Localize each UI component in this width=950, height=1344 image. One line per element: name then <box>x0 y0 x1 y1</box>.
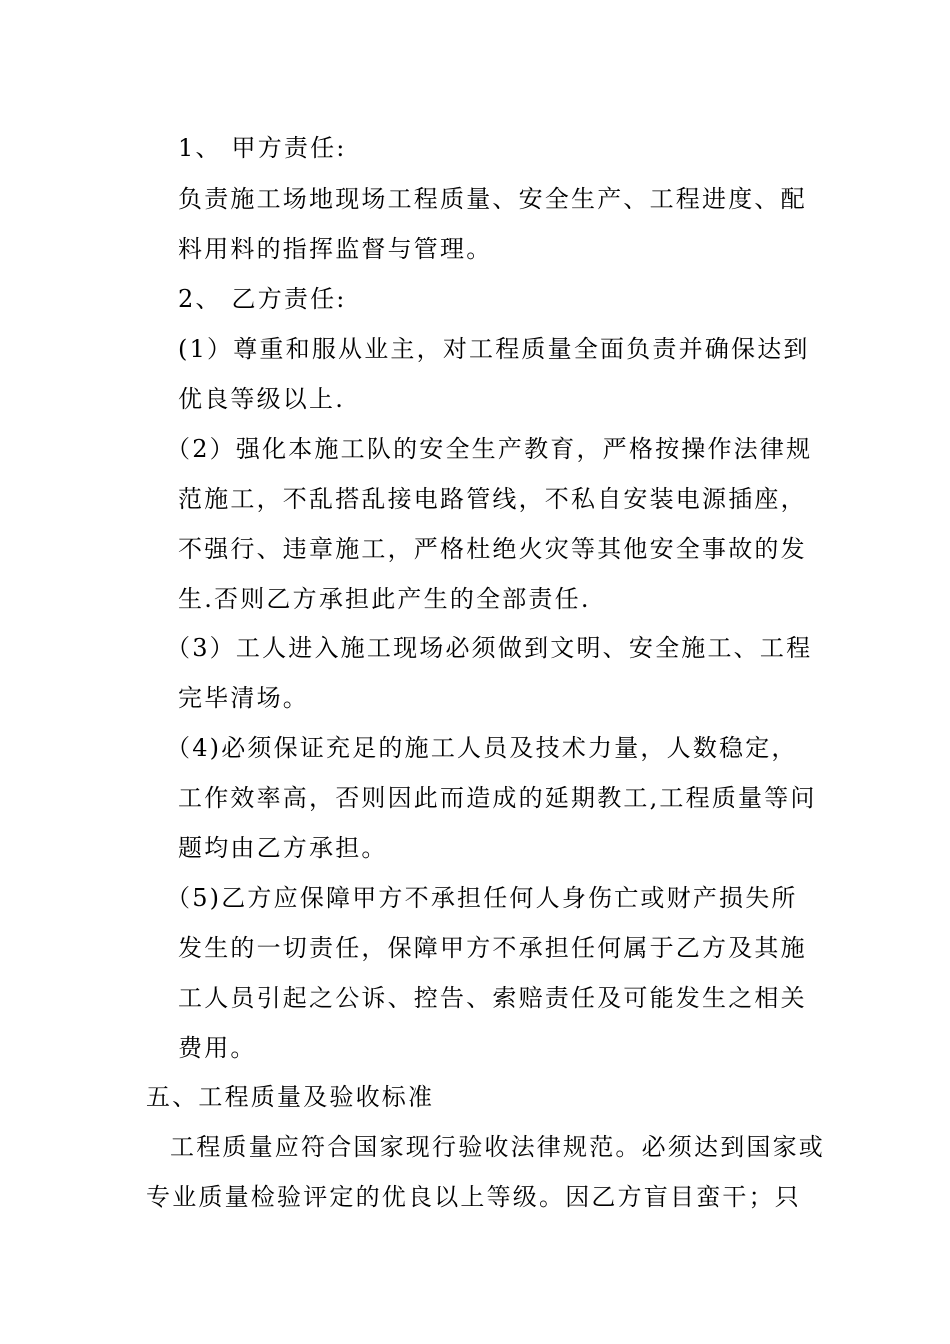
section-heading-party-a: 1、 甲方责任: <box>178 134 347 162</box>
paragraph-line: 工程质量应符合国家现行验收法律规范。必须达到国家或 <box>170 1133 825 1161</box>
paragraph-line: （3）工人进入施工现场必须做到文明、安全施工、工程 <box>166 634 813 662</box>
paragraph-line: 工作效率高，否则因此而造成的延期教工,工程质量等问 <box>178 784 817 812</box>
paragraph-line: 不强行、违章施工，严格杜绝火灾等其他安全事故的发 <box>178 535 807 563</box>
paragraph-line: 费用。 <box>178 1034 257 1062</box>
paragraph-line: 工人员引起之公诉、控告、索赔责任及可能发生之相关 <box>178 984 807 1012</box>
paragraph-line: 优良等级以上. <box>178 385 346 413</box>
section-heading-five: 五、工程质量及验收标准 <box>146 1083 435 1111</box>
paragraph-line: 题均由乙方承担。 <box>178 834 388 862</box>
paragraph-line: （2）强化本施工队的安全生产教育，严格按操作法律规 <box>166 435 813 463</box>
paragraph-line: （4)必须保证充足的施工人员及技术力量，人数稳定， <box>166 734 798 762</box>
paragraph-line: 完毕清场。 <box>178 684 309 712</box>
paragraph-line: 发生的一切责任，保障甲方不承担任何属于乙方及其施 <box>178 934 807 962</box>
paragraph-line: 料用料的指挥监督与管理。 <box>178 235 493 263</box>
paragraph-line: 范施工，不乱搭乱接电路管线，不私自安装电源插座， <box>178 485 807 513</box>
paragraph-line: (1）尊重和服从业主，对工程质量全面负责并确保达到 <box>178 335 810 363</box>
section-heading-party-b: 2、 乙方责任: <box>178 285 347 313</box>
paragraph-line: 负责施工场地现场工程质量、安全生产、工程进度、配 <box>178 185 807 213</box>
paragraph-line: 专业质量检验评定的优良以上等级。因乙方盲目蛮干；只 <box>146 1183 801 1211</box>
paragraph-line: （5)乙方应保障甲方不承担任何人身伤亡或财产损失所 <box>166 884 798 912</box>
paragraph-line: 生.否则乙方承担此产生的全部责任. <box>178 585 591 613</box>
